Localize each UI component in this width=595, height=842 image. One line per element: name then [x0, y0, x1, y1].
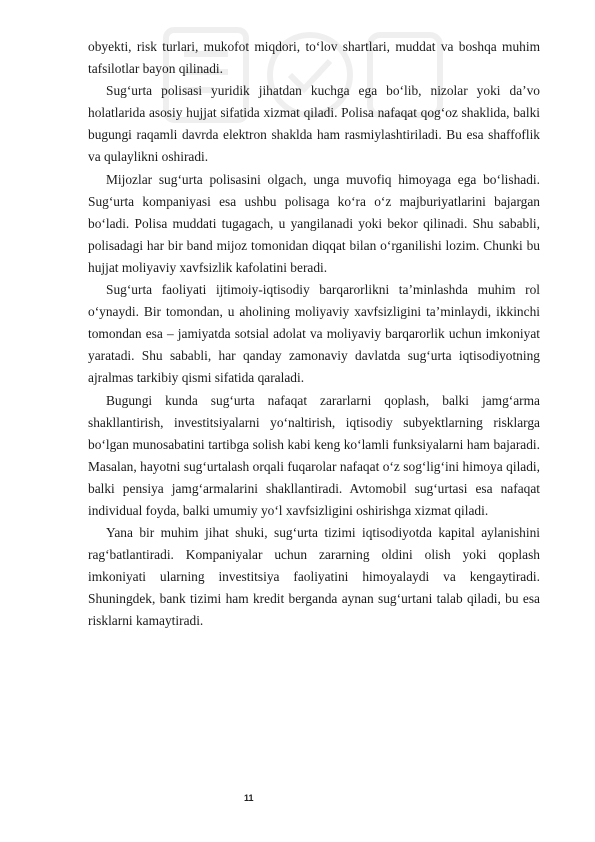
paragraph: Sug‘urta faoliyati ijtimoiy-iqtisodiy barqarorlikni ta’minlashda muhim rol o‘ynaydi. Bir tomondan, u aholining moliyaviy xavfsizligini ta’minlaydi, ikkinchi tomondan esa – jamiyatda sotsial adolat va moliyaviy barqarorlik uchun imkoniyat yaratadi. Shu sababli, har qanday zamonaviy davlatda sug‘urta iqtisodiyotning ajralmas tarkibiy qismi sifatida qaraladi. — [88, 282, 540, 386]
document-body — [88, 36, 540, 633]
paragraph: Sug‘urta polisasi yuridik jihatdan kuchga ega bo‘lib, nizolar yoki da’vo holatlarida asosiy hujjat sifatida xizmat qiladi. Polisa nafaqat qog‘oz shaklida, balki bugungi raqamli davrda elektron shaklda ham rasmiylashtiriladi. Bu esa shaffoflik va qulaylikni oshiradi. — [88, 83, 540, 165]
paragraph: Yana bir muhim jihat shuki, sug‘urta tizimi iqtisodiyotda kapital aylanishini rag‘batlantiradi. Kompaniyalar uchun zararning oldini olish yoki qoplash imkoniyati ularning investitsiya faoliyatini himoyalaydi va kengaytiradi. Shuningdek, bank tizimi ham kredit berganda aynan sug‘urtani talab qiladi, bu esa risklarni kamaytiradi. — [88, 525, 540, 629]
paragraph: obyekti, risk turlari, mukofot miqdori, to‘lov shartlari, muddat va boshqa muhim tafsilotlar bayon qilinadi. — [88, 39, 540, 77]
paragraph: Mijozlar sug‘urta polisasini olgach, unga muvofiq himoyaga ega bo‘lishadi. Sug‘urta kompaniyasi esa ushbu polisaga ko‘ra o‘z majburiyatlarini bajargan bo‘ladi. Polisa muddati tugagach, u yangilanadi yoki bekor qilinadi. Shu sababli, polisadagi har bir band mijoz tomonidan diqqat bilan o‘rganilishi lozim. Chunki bu hujjat moliyaviy xavfsizlik kafolatini beradi. — [88, 171, 540, 275]
paragraph: Bugungi kunda sug‘urta nafaqat zararlarni qoplash, balki jamg‘arma shakllantirish, investitsiyalarni yo‘naltirish, iqtisodiy subyektlarning risklarga bo‘lgan munosabatini tartibga solish kabi keng ko‘lamli funksiyalarni ham bajaradi. Masalan, hayotni sug‘urtalash orqali fuqarolar nafaqat o‘z sog‘lig‘ini himoya qiladi, balki pensiya jamg‘armalarini shakllantiradi. Avtomobil sug‘urtasi esa nafaqat individual foyda, balki umumiy yo‘l xavfsizligini oshirishga xizmat qiladi. — [88, 392, 540, 518]
page-number: 11 — [244, 793, 254, 803]
